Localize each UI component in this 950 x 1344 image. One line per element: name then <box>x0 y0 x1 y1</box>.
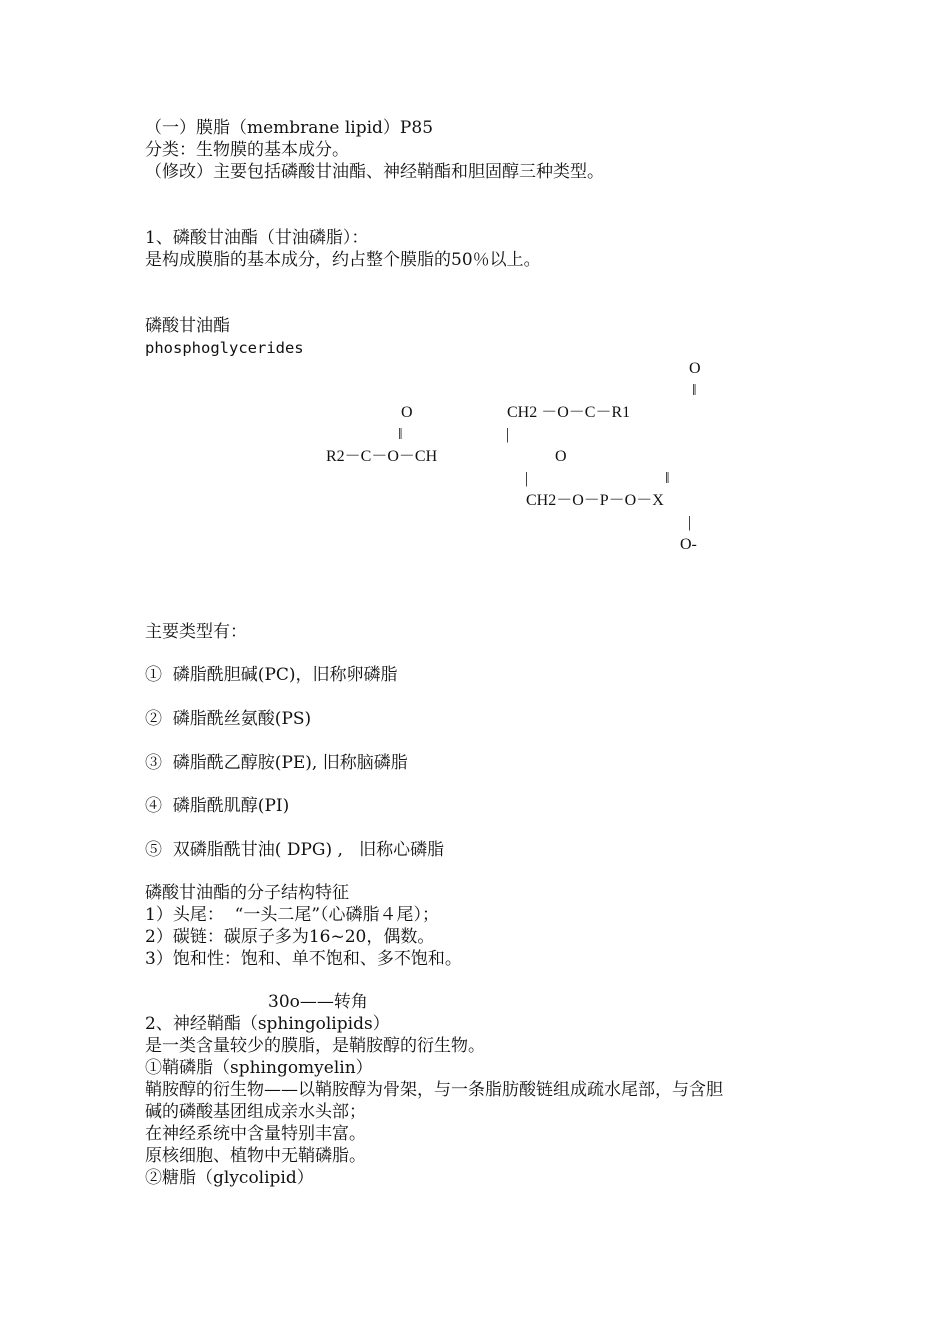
formula-double-bond-top: ‖ <box>692 382 697 399</box>
part2-desc: 是一类含量较少的膜脂，是鞘胺醇的衍生物。 <box>145 1036 485 1056</box>
type-item: ④ 磷脂酰肌醇(PI) <box>145 796 290 816</box>
formula-ch2-top: CH2 －O－C－R1 <box>507 404 631 421</box>
part1-title: 1、磷酸甘油酯（甘油磷脂）： <box>145 228 369 248</box>
formula-double-bond-mid: ‖ <box>665 470 670 487</box>
formula-label-en: phosphoglycerides <box>145 339 304 357</box>
types-heading: 主要类型有： <box>145 622 247 642</box>
feature-item: 2）碳链：碳原子多为16~20，偶数。 <box>145 927 435 947</box>
formula-double-bond-left: ‖ <box>398 426 403 443</box>
part1-desc: 是构成膜脂的基本成分，约占整个膜脂的50％以上。 <box>145 250 541 270</box>
type-item: ⑤ 双磷脂酰甘油( DPG) , 旧称心磷脂 <box>145 840 445 860</box>
features-heading: 磷酸甘油酯的分子结构特征 <box>145 883 349 903</box>
feature-item: 3）饱和性：饱和、单不饱和、多不饱和。 <box>145 949 462 969</box>
formula-r2-ester: R2－C－O－CH <box>326 448 438 465</box>
formula-bond-end: | <box>688 514 692 531</box>
formula-bond-mid: | <box>506 426 510 443</box>
formula-o-mid: O <box>555 448 567 465</box>
sphingomyelin-heading: ①鞘磷脂（sphingomyelin） <box>145 1058 373 1078</box>
formula-o-top: O <box>689 360 701 377</box>
sphingomyelin-line: 在神经系统中含量特别丰富。 <box>145 1124 366 1144</box>
type-item: ③ 磷脂酰乙醇胺(PE), 旧称脑磷脂 <box>145 753 408 773</box>
formula-o-left: O <box>401 404 413 421</box>
section-heading: （一）膜脂（membrane lipid）P85 <box>145 118 434 138</box>
turn-note: 30o——转角 <box>268 992 368 1012</box>
glycolipid-heading: ②糖脂（glycolipid） <box>145 1168 314 1188</box>
part2-title: 2、神经鞘酯（sphingolipids） <box>145 1014 390 1034</box>
formula-o-minus: O- <box>680 536 697 553</box>
formula-bond-low: | <box>525 470 529 487</box>
type-item: ② 磷脂酰丝氨酸(PS) <box>145 709 312 729</box>
sphingomyelin-line: 原核细胞、植物中无鞘磷脂。 <box>145 1146 366 1166</box>
formula-label-cn: 磷酸甘油酯 <box>145 316 230 336</box>
classification-line: 分类：生物膜的基本成分。 <box>145 140 349 160</box>
sphingomyelin-line: 鞘胺醇的衍生物——以鞘胺醇为骨架，与一条脂肪酸链组成疏水尾部，与含胆 <box>145 1080 723 1100</box>
feature-item: 1）头尾： “一头二尾”（心磷脂４尾）； <box>145 905 440 925</box>
revision-line: （修改）主要包括磷酸甘油酯、神经鞘酯和胆固醇三种类型。 <box>145 162 604 182</box>
type-item: ① 磷脂酰胆碱(PC)，旧称卵磷脂 <box>145 665 398 685</box>
sphingomyelin-line: 碱的磷酸基团组成亲水头部； <box>145 1102 366 1122</box>
formula-ch2-bottom: CH2－O－P－O－X <box>526 492 664 509</box>
